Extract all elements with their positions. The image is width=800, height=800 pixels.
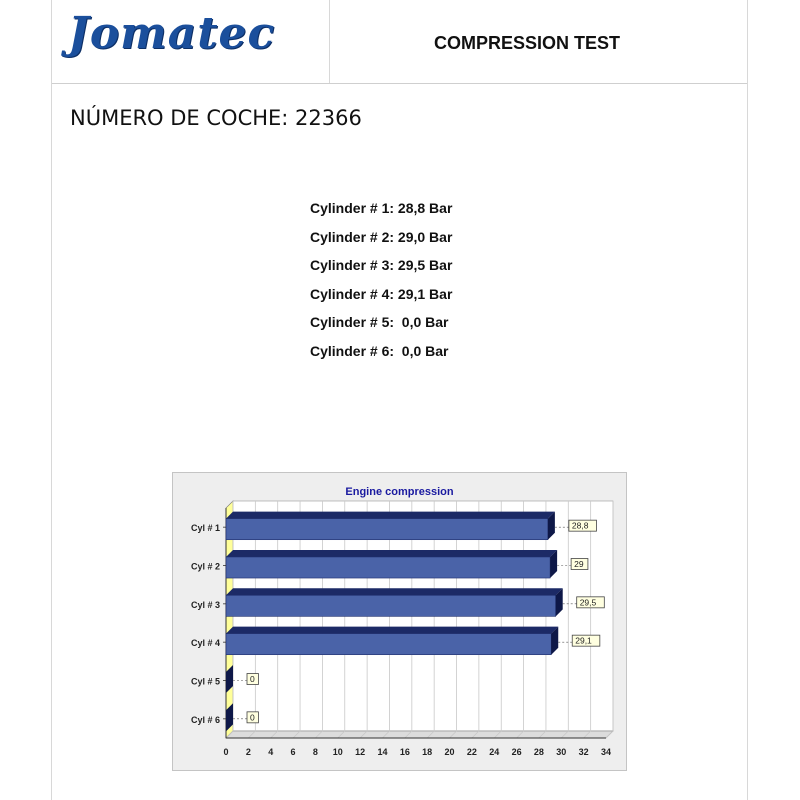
x-tick-label: 30 (556, 747, 567, 757)
x-tick-label: 12 (355, 747, 366, 757)
company-logo: Jomatec (68, 8, 276, 59)
bar (226, 519, 548, 540)
x-tick-label: 34 (600, 747, 612, 757)
x-tick-label: 26 (511, 747, 522, 757)
x-tick-label: 28 (533, 747, 544, 757)
header-divider (329, 0, 330, 83)
bar-top-face (226, 588, 563, 595)
chart-plot (173, 473, 626, 770)
data-label: 29 (574, 559, 584, 569)
category-label: Cyl # 5 (190, 676, 220, 687)
x-tick-label: 24 (489, 747, 500, 757)
cylinder-reading: Cylinder # 1: 28,8 Bar (310, 200, 453, 216)
x-tick-label: 6 (290, 747, 296, 757)
x-tick-label: 20 (444, 747, 455, 757)
bar (226, 557, 550, 578)
data-label: 29,5 (579, 597, 597, 608)
data-label: 0 (250, 674, 255, 684)
x-tick-label: 22 (466, 747, 477, 757)
report-header (52, 0, 747, 84)
x-tick-label: 4 (268, 747, 274, 757)
data-label: 29,1 (575, 635, 592, 646)
bar (226, 634, 551, 655)
cylinder-reading: Cylinder # 6: 0,0 Bar (310, 342, 449, 359)
data-label: 0 (250, 712, 255, 723)
category-label: Cyl # 2 (190, 561, 220, 572)
x-tick-label: 8 (312, 747, 318, 757)
cylinder-reading: Cylinder # 5: 0,0 Bar (310, 314, 449, 331)
report-title: COMPRESSION TEST (434, 33, 621, 53)
engine-compression-chart (172, 472, 627, 771)
bar (226, 595, 556, 616)
cylinder-reading: Cylinder # 4: 29,1 Bar (310, 285, 453, 302)
data-label: 28,8 (571, 520, 589, 531)
x-tick-label: 14 (377, 747, 388, 757)
x-tick-label: 18 (422, 747, 433, 757)
category-label: Cyl # 3 (190, 599, 220, 610)
bar-top-face (226, 512, 555, 519)
bar-top-face (226, 550, 557, 557)
category-label: Cyl # 6 (190, 714, 220, 725)
category-label: Cyl # 4 (190, 638, 220, 649)
x-tick-label: 2 (245, 747, 251, 757)
chart-floor (226, 731, 613, 738)
cylinder-readings-list (310, 200, 452, 372)
x-tick-label: 10 (332, 747, 343, 757)
x-tick-label: 16 (399, 747, 410, 757)
chart-title: Engine compression (345, 486, 454, 498)
category-label: Cyl # 1 (190, 523, 220, 534)
car-number: NÚMERO DE COCHE: 22366 (70, 106, 362, 130)
x-tick-label: 32 (578, 747, 589, 757)
cylinder-reading: Cylinder # 2: 29,0 Bar (310, 228, 453, 245)
cylinder-reading: Cylinder # 3: 29,5 Bar (310, 257, 453, 274)
bar-top-face (226, 627, 558, 634)
x-tick-label: 0 (223, 747, 229, 757)
